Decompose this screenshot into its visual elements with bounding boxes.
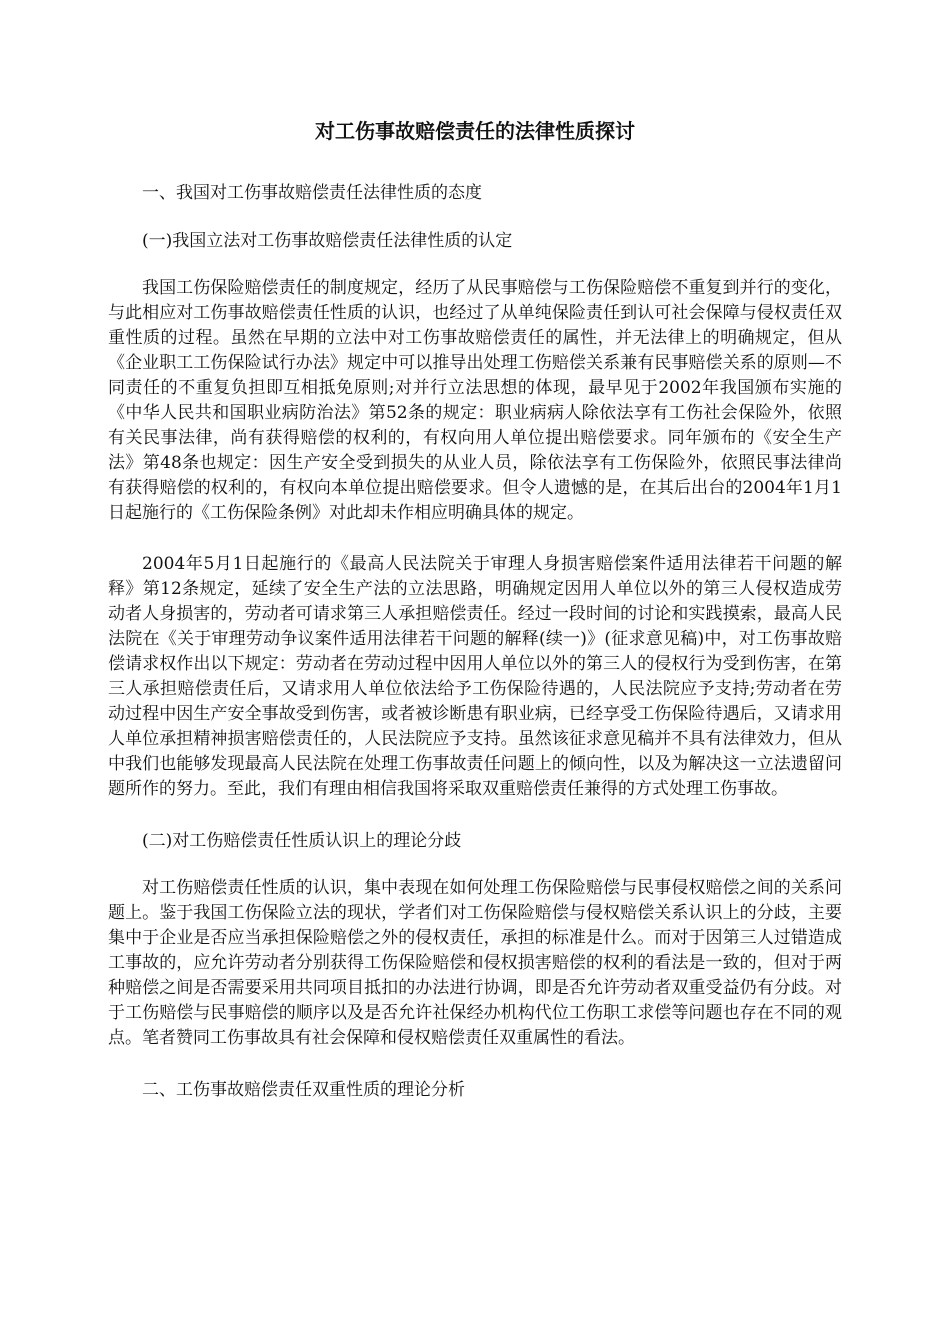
paragraph-2: 2004年5月1日起施行的《最高人民法院关于审理人身损害赔偿案件适用法律若干问题的解释》第12条规定，延续了安全生产法的立法思路，明确规定因用人单位以外的第三人侵权造成劳动者人身损害的，劳动者可请求第三人承担赔偿责任。经过一段时间的讨论和实践摸索，最高人民法院在《关于审理劳动争议案件适用法律若干问题的解释(续一)》(征求意见稿)中，对工伤事故赔偿请求权作出以下规定：劳动者在劳动过程中因用人单位以外的第三人的侵权行为受到伤害，在第三人承担赔偿责任后，又请求用人单位依法给予工伤保险待遇的，人民法院应予支持;劳动者在劳动过程中因生产安全事故受到伤害，或者被诊断患有职业病，已经享受工伤保险待遇后，又请求用人单位承担精神损害赔偿责任的，人民法院应予支持。虽然该征求意见稿并不具有法律效力，但从中我们也能够发现最高人民法院在处理工伤事故责任问题上的倾向性，以及为解决这一立法遗留问题所作的努力。至此，我们有理由相信我国将采取双重赔偿责任兼得的方式处理工伤事故。 <box>108 554 842 799</box>
paragraph-3: 对工伤赔偿责任性质的认识，集中表现在如何处理工伤保险赔偿与民事侵权赔偿之间的关系问题上。鉴于我国工伤保险立法的现状，学者们对工伤保险赔偿与侵权赔偿关系认识上的分歧，主要集中于企业是否应当承担保险赔偿之外的侵权责任，承担的标准是什么。而对于因第三人过错造成工事故的，应允许劳动者分别获得工伤保险赔偿和侵权损害赔偿的权利的看法是一致的，但对于两种赔偿之间是否需要采用共同项目抵扣的办法进行协调，即是否允许劳动者双重受益仍有分歧。对于工伤赔偿与民事赔偿的顺序以及是否允许社保经办机构代位工伤职工求偿等问题也存在不同的观点。笔者赞同工伤事故具有社会保障和侵权赔偿责任双重属性的看法。 <box>108 878 842 1048</box>
subsection-heading-2: (二)对工伤赔偿责任性质认识上的理论分歧 <box>142 831 462 851</box>
section-heading-1: 一、我国对工伤事故赔偿责任法律性质的态度 <box>142 183 482 203</box>
document-title: 对工伤事故赔偿责任的法律性质探讨 <box>315 119 635 143</box>
paragraph-1: 我国工伤保险赔偿责任的制度规定，经历了从民事赔偿与工伤保险赔偿不重复到并行的变化，与此相应对工伤事故赔偿责任性质的认识，也经过了从单纯保险责任到认可社会保障与侵权责任双重性质的过程。虽然在早期的立法中对工伤事故赔偿责任的属性，并无法律上的明确规定，但从《企业职工工伤保险试行办法》规定中可以推导出处理工伤赔偿关系兼有民事赔偿关系的原则—不同责任的不重复负担即互相抵免原则;对并行立法思想的体现，最早见于2002年我国颁布实施的《中华人民共和国职业病防治法》第52条的规定：职业病病人除依法享有工伤社会保险外，依照有关民事法律，尚有获得赔偿的权利的，有权向用人单位提出赔偿要求。同年颁布的《安全生产法》第48条也规定：因生产安全受到损失的从业人员，除依法享有工伤保险外，依照民事法律尚有获得赔偿的权利的，有权向本单位提出赔偿要求。但令人遗憾的是，在其后出台的2004年1月1日起施行的《工伤保险条例》对此却未作相应明确具体的规定。 <box>108 278 842 523</box>
section-heading-2: 二、工伤事故赔偿责任双重性质的理论分析 <box>142 1080 465 1100</box>
subsection-heading-1: (一)我国立法对工伤事故赔偿责任法律性质的认定 <box>142 231 513 251</box>
document-page <box>108 116 842 1125</box>
